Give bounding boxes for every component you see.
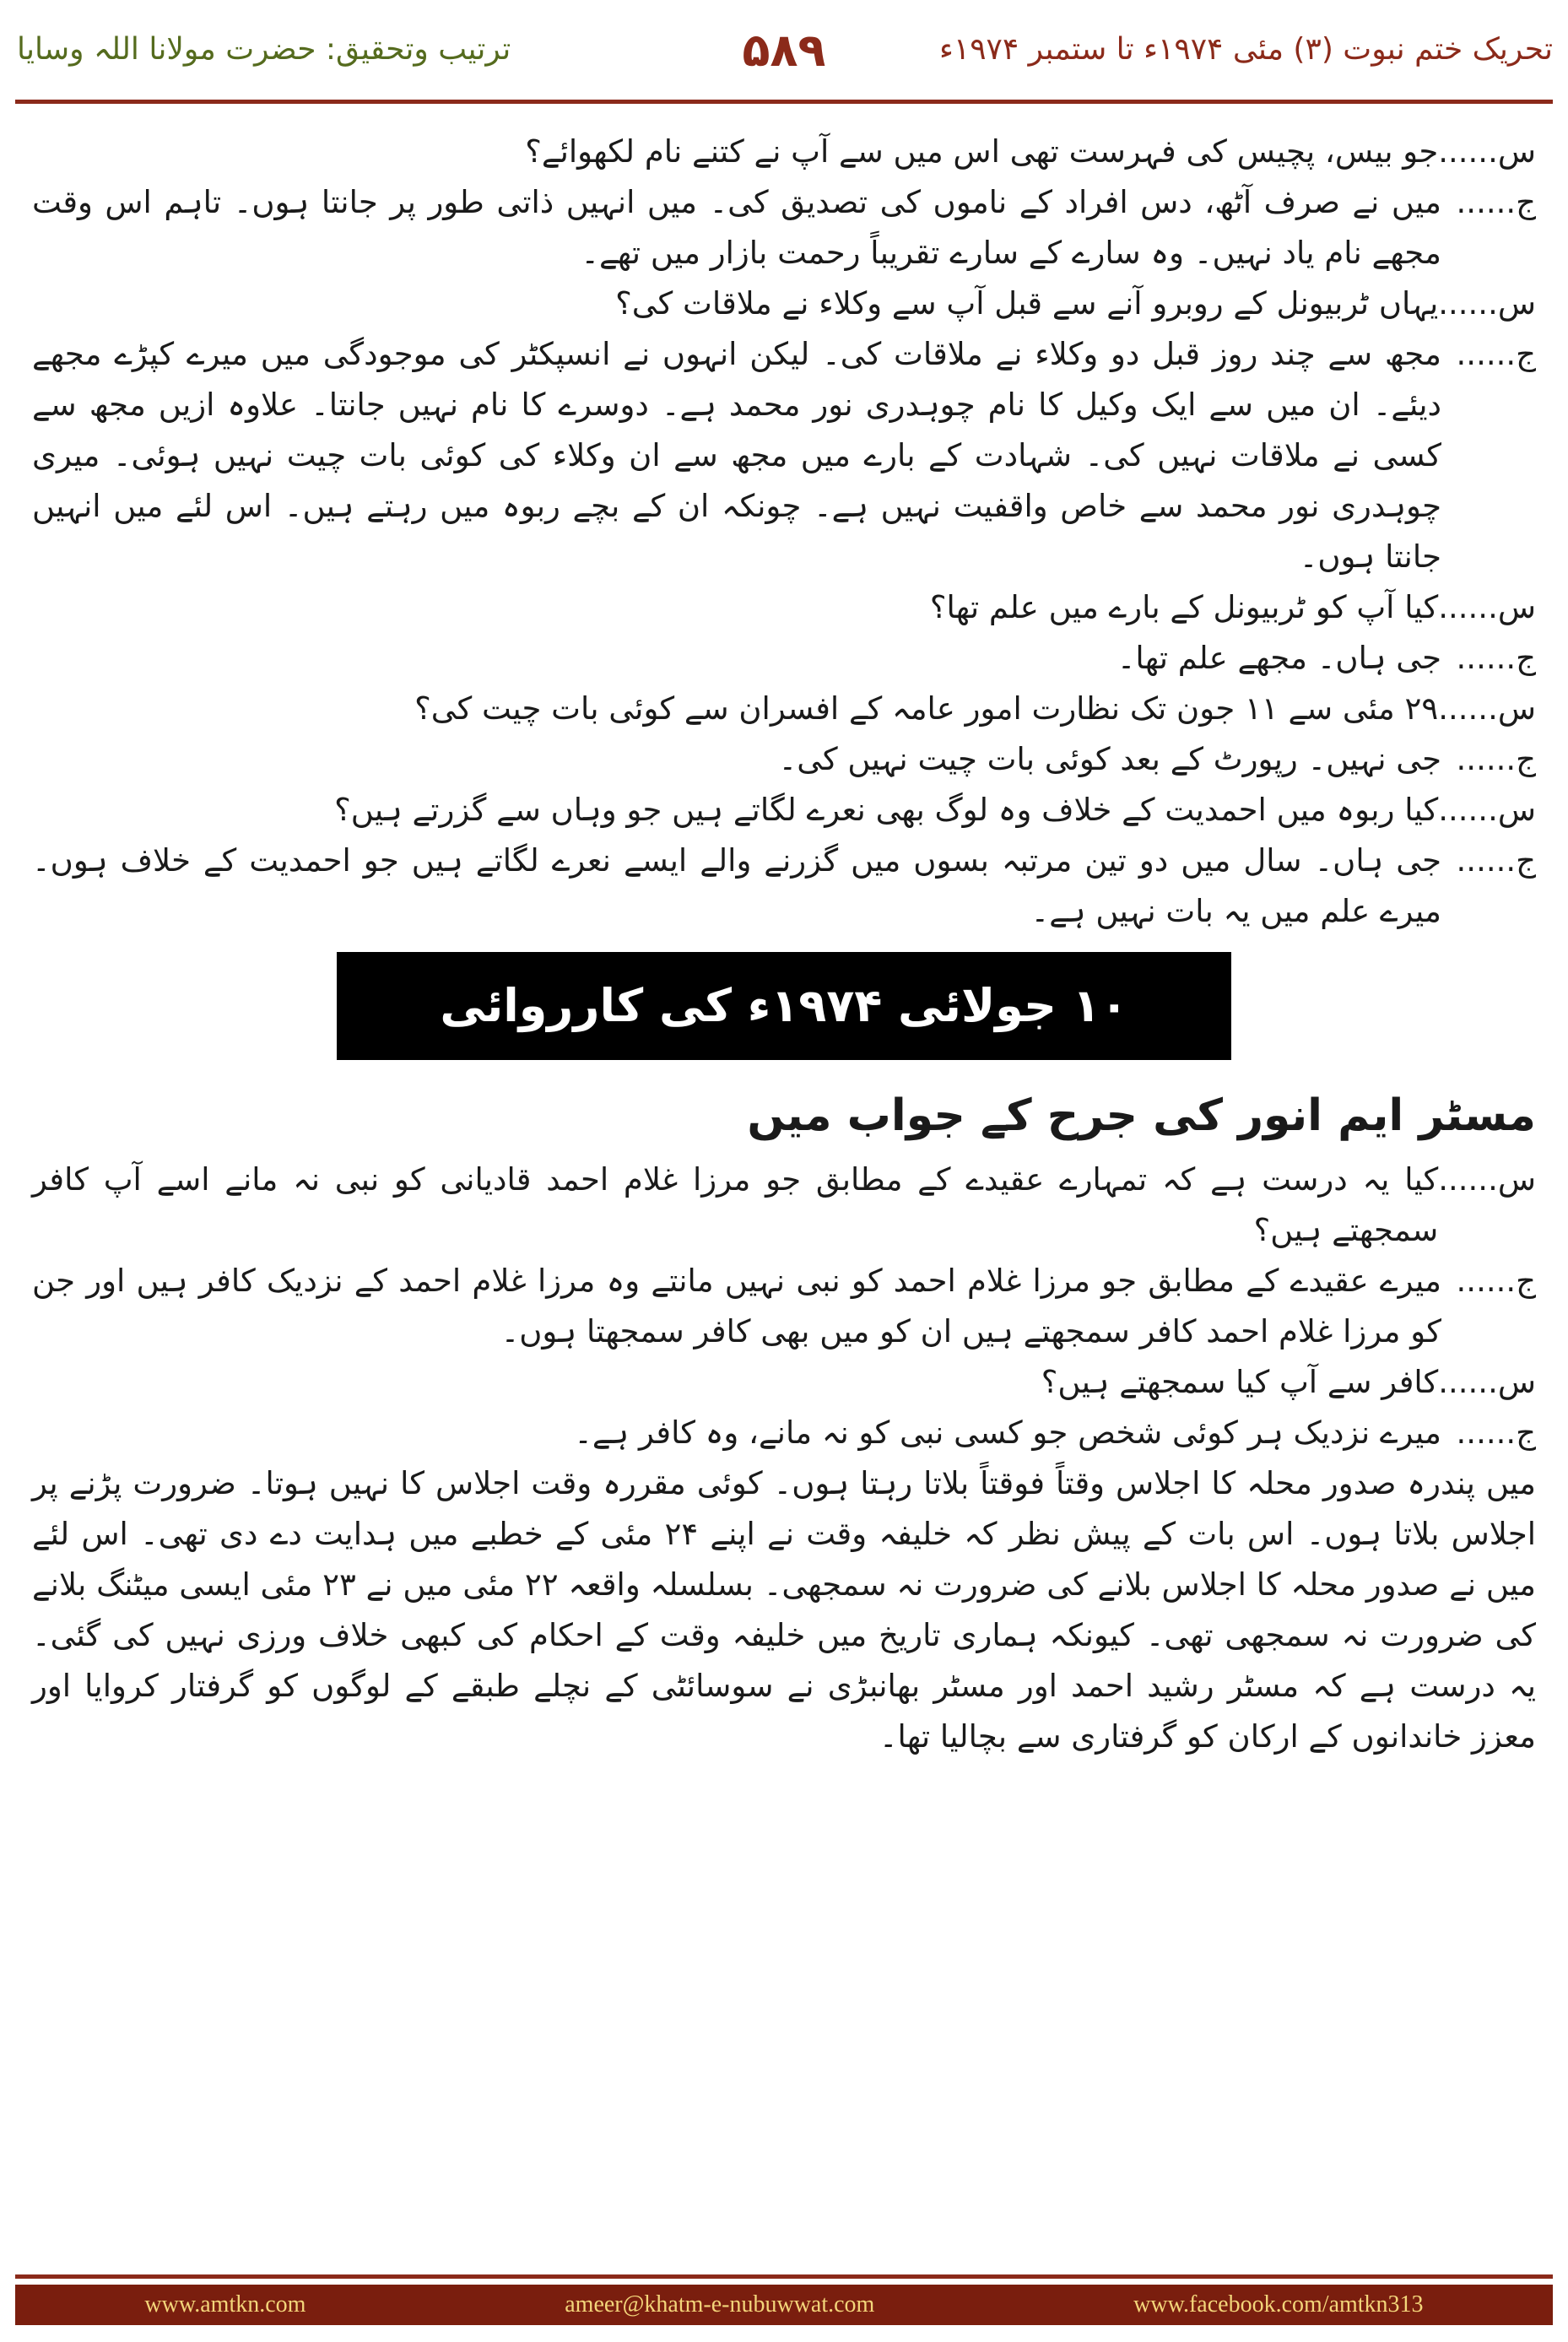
- qa-question: [32, 1155, 1536, 1256]
- qa-question: [32, 582, 1536, 633]
- qa-label: س......: [1438, 285, 1536, 322]
- qa-label: ج......: [1456, 336, 1536, 372]
- qa-text: جی ہاں۔ سال میں دو تین مرتبہ بسوں میں گزرنے والے ایسے نعرے لگاتے ہیں جو احمدیت کے خلاف ہوں۔ میرے علم میں یہ بات نہیں ہے۔: [32, 842, 1441, 929]
- qa-text: کیا یہ درست ہے کہ تمہارے عقیدے کے مطابق جو مرزا غلام احمد قادیانی کو نبی نہ مانے اسے آپ کافر سمجھتے ہیں؟: [32, 1161, 1439, 1248]
- qa-question: [32, 279, 1536, 329]
- header-divider: [15, 100, 1553, 104]
- qa-question: [32, 1357, 1536, 1408]
- qa-text: جو بیس، پچیس کی فہرست تھی اس میں سے آپ نے کتنے نام لکھوائے؟: [525, 133, 1439, 170]
- qa-text: میں نے صرف آٹھ، دس افراد کے ناموں کی تصدیق کی۔ میں انہیں ذاتی طور پر جانتا ہوں۔ تاہم اس وقت مجھے نام یاد نہیں۔ وہ سارے کے سارے تقریباً رحمت بازار میں تھے۔: [32, 184, 1441, 271]
- qa-question: [32, 127, 1536, 177]
- qa-label: ج......: [1456, 741, 1536, 777]
- footer-divider: [15, 2274, 1553, 2279]
- book-title: تحریک ختم نبوت (۳) مئی ۱۹۷۴ء تا ستمبر ۱۹۷۴ء: [938, 32, 1553, 67]
- footer-bar: [15, 2285, 1553, 2325]
- qa-text: جی نہیں۔ رپورٹ کے بعد کوئی بات چیت نہیں کی۔: [778, 741, 1441, 777]
- qa-answer: [32, 177, 1536, 279]
- page-footer: [0, 2274, 1568, 2342]
- qa-text: ۲۹ مئی سے ۱۱ جون تک نظارت امور عامہ کے افسران سے کوئی بات چیت کی؟: [414, 690, 1439, 727]
- qa-text: میرے عقیدے کے مطابق جو مرزا غلام احمد کو نبی نہیں مانتے وہ مرزا غلام احمد کے نزدیک کافر ہیں اور جن کو مرزا غلام احمد کافر سمجھتے ہیں ان کو میں بھی کافر سمجھتا ہوں۔: [32, 1263, 1441, 1349]
- qa-label: س......: [1438, 589, 1536, 625]
- qa-answer: [32, 734, 1536, 785]
- section-subheading: مسٹر ایم انور کی جرح کے جواب میں: [747, 1090, 1536, 1141]
- qa-label: س......: [1438, 1364, 1536, 1400]
- qa-label: س......: [1438, 1161, 1536, 1198]
- qa-answer: [32, 836, 1536, 937]
- qa-text: مجھ سے چند روز قبل دو وکلاء نے ملاقات کی۔ لیکن انہوں نے انسپکٹر کی موجودگی میں میرے کپڑے مجھے دیئے۔ ان میں سے ایک وکیل کا نام چوہدری نور محمد ہے۔ دوسرے کا نام نہیں جانتا۔ علاوہ ازیں مجھ سے کسی نے ملاقات نہیں کی۔ شہادت کے بارے میں مجھ سے ان وکلاء کی کوئی بات چیت نہیں ہوئی۔ میری چوہدری نور محمد سے خاص واقفیت نہیں ہے۔ چونکہ ان کے بچے ربوہ میں رہتے ہیں۔ اس لئے میں انہیں جانتا ہوں۔: [32, 336, 1441, 575]
- qa-label: ج......: [1456, 1414, 1536, 1451]
- email-link[interactable]: ameer@khatm-e-nubuwwat.com: [565, 2291, 875, 2318]
- qa-answer: [32, 633, 1536, 684]
- qa-label: س......: [1438, 690, 1536, 727]
- qa-label: ج......: [1456, 1263, 1536, 1299]
- facebook-link[interactable]: www.facebook.com/amtkn313: [1133, 2291, 1424, 2318]
- qa-label: ج......: [1456, 640, 1536, 676]
- qa-text: جی ہاں۔ مجھے علم تھا۔: [1117, 640, 1441, 676]
- qa-text: یہاں ٹربیونل کے روبرو آنے سے قبل آپ سے وکلاء نے ملاقات کی؟: [615, 285, 1439, 322]
- qa-question: [32, 684, 1536, 734]
- qa-label: س......: [1438, 133, 1536, 170]
- qa-text: کافر سے آپ کیا سمجھتے ہیں؟: [1041, 1364, 1439, 1400]
- qa-label: ج......: [1456, 842, 1536, 879]
- qa-text: میرے نزدیک ہر کوئی شخص جو کسی نبی کو نہ مانے، وہ کافر ہے۔: [574, 1414, 1441, 1451]
- qa-text: کیا ربوہ میں احمدیت کے خلاف وہ لوگ بھی نعرے لگاتے ہیں جو وہاں سے گزرتے ہیں؟: [334, 792, 1439, 828]
- qa-label: ج......: [1456, 184, 1536, 220]
- section-banner-wrap: [32, 952, 1536, 1060]
- qa-answer: [32, 329, 1536, 582]
- closing-paragraph: میں پندرہ صدور محلہ کا اجلاس وقتاً فوقتاً بلاتا رہتا ہوں۔ کوئی مقررہ وقت اجلاس کا نہیں ہوتا۔ ضرورت پڑنے پر اجلاس بلاتا ہوں۔ اس بات کے پیش نظر کہ خلیفہ وقت نے اپنے ۲۴ مئی کے خطبے میں ہدایت دے دی تھی۔ اس لئے میں نے صدور محلہ کا اجلاس بلانے کی ضرورت نہ سمجھی۔ بسلسلہ واقعہ ۲۲ مئی میں نے ۲۳ مئی ایسی میٹنگ بلانے کی ضرورت نہ سمجھی تھی۔ کیونکہ ہماری تاریخ میں خلیفہ وقت کے احکام کی کبھی خلاف ورزی نہیں کی گئی۔ یہ درست ہے کہ مسٹر رشید احمد اور مسٹر بھانبڑی نے سوسائٹی کے نچلے طبقے کے لوگوں کو گرفتار کروایا اور معزز خاندانوں کے ارکان کو گرفتاری سے بچالیا تھا۔: [32, 1465, 1536, 1755]
- qa-text: کیا آپ کو ٹربیونل کے بارے میں علم تھا؟: [929, 589, 1439, 625]
- page-header: [0, 0, 1568, 110]
- page-number: ۵۸۹: [742, 24, 826, 77]
- qa-answer: [32, 1256, 1536, 1357]
- qa-question: [32, 785, 1536, 836]
- page-body: [32, 127, 1536, 1762]
- qa-label: س......: [1438, 792, 1536, 828]
- compiler-credit: ترتیب وتحقیق: حضرت مولانا اللہ وسایا: [17, 32, 511, 67]
- section-banner: ۱۰ جولائی ۱۹۷۴ء کی کارروائی: [337, 952, 1231, 1060]
- qa-answer: [32, 1408, 1536, 1458]
- website-link[interactable]: www.amtkn.com: [144, 2291, 306, 2318]
